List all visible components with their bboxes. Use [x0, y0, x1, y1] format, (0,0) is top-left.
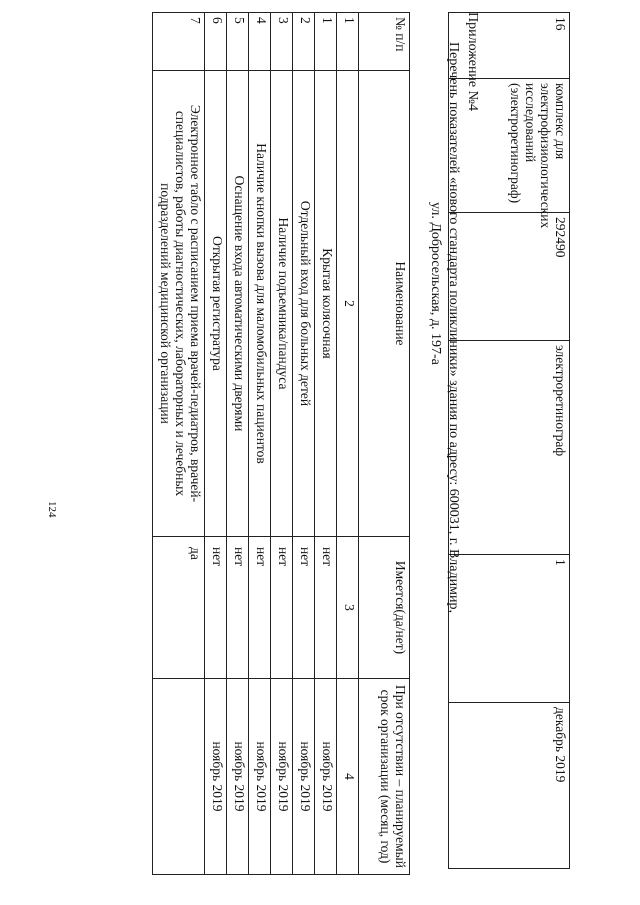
- row-number: 4: [249, 13, 271, 71]
- row-number: 5: [227, 13, 249, 71]
- table-row: [315, 13, 337, 875]
- row-planned: ноябрь 2019: [227, 679, 249, 875]
- equipment-table: [448, 12, 570, 869]
- equipment-name: комплекс для электрофизиологических исследований (электроретинограф): [449, 79, 570, 213]
- row-number: 2: [293, 13, 315, 71]
- row-number: 1: [315, 13, 337, 71]
- header-number: № п/п: [359, 13, 410, 71]
- index-cell: 1: [337, 13, 359, 71]
- row-available: да: [153, 537, 205, 679]
- page-number: 124: [46, 501, 58, 518]
- row-name: Крытая колясочная: [315, 71, 337, 537]
- appendix-heading: Приложение №4: [465, 12, 480, 111]
- header-planned: При отсутствии – планируемый срок организации (месяц, год): [359, 679, 410, 875]
- row-name: Открытая регистратура: [205, 71, 227, 537]
- row-name: Оснащение входа автоматическими дверями: [227, 71, 249, 537]
- table-row: [293, 13, 315, 875]
- table-row: [227, 13, 249, 875]
- row-number: 6: [205, 13, 227, 71]
- row-planned: ноябрь 2019: [271, 679, 293, 875]
- equipment-date: декабрь 2019: [449, 703, 570, 869]
- row-available: нет: [315, 537, 337, 679]
- row-planned: ноябрь 2019: [249, 679, 271, 875]
- table-header-row: [359, 13, 410, 875]
- table-row: [271, 13, 293, 875]
- equipment-device: электроретинограф: [449, 341, 570, 555]
- table-index-row: [337, 13, 359, 875]
- table-row: [153, 13, 205, 875]
- row-name: Наличие кнопки вызова для маломобильных пациентов: [249, 71, 271, 537]
- row-available: нет: [249, 537, 271, 679]
- row-available: нет: [205, 537, 227, 679]
- row-available: нет: [271, 537, 293, 679]
- row-planned: [153, 679, 205, 875]
- row-name: Наличие подъемника/пандуса: [271, 71, 293, 537]
- rotated-page-content: [70, 12, 570, 892]
- header-name: Наименование: [359, 71, 410, 537]
- row-number: 16: [449, 13, 570, 79]
- appendix-address: ул. Добросельская, д. 197-а: [428, 202, 443, 365]
- row-available: нет: [293, 537, 315, 679]
- row-number: 3: [271, 13, 293, 71]
- table-row: [449, 13, 570, 869]
- header-available: Имеется(да/нет): [359, 537, 410, 679]
- row-name: Электронное табло с расписанием приема врачей-педиатров, врачей-специалистов, работы диагностических, лабораторных и лечебных подразделений медицинской организации: [153, 71, 205, 537]
- row-name: Отдельный вход для больных детей: [293, 71, 315, 537]
- table-row: [249, 13, 271, 875]
- index-cell: 4: [337, 679, 359, 875]
- appendix-caption: Перечень показателей «нового стандарта поликлиники» здания по адресу: 600031, г. Владимир,: [446, 42, 461, 613]
- row-number: 7: [153, 13, 205, 71]
- row-planned: ноябрь 2019: [315, 679, 337, 875]
- equipment-code: 292490: [449, 213, 570, 341]
- standard-indicators-table: [152, 12, 410, 875]
- row-planned: ноябрь 2019: [205, 679, 227, 875]
- index-cell: 3: [337, 537, 359, 679]
- index-cell: 2: [337, 71, 359, 537]
- row-planned: ноябрь 2019: [293, 679, 315, 875]
- equipment-quantity: 1: [449, 555, 570, 703]
- table-row: [205, 13, 227, 875]
- row-available: нет: [227, 537, 249, 679]
